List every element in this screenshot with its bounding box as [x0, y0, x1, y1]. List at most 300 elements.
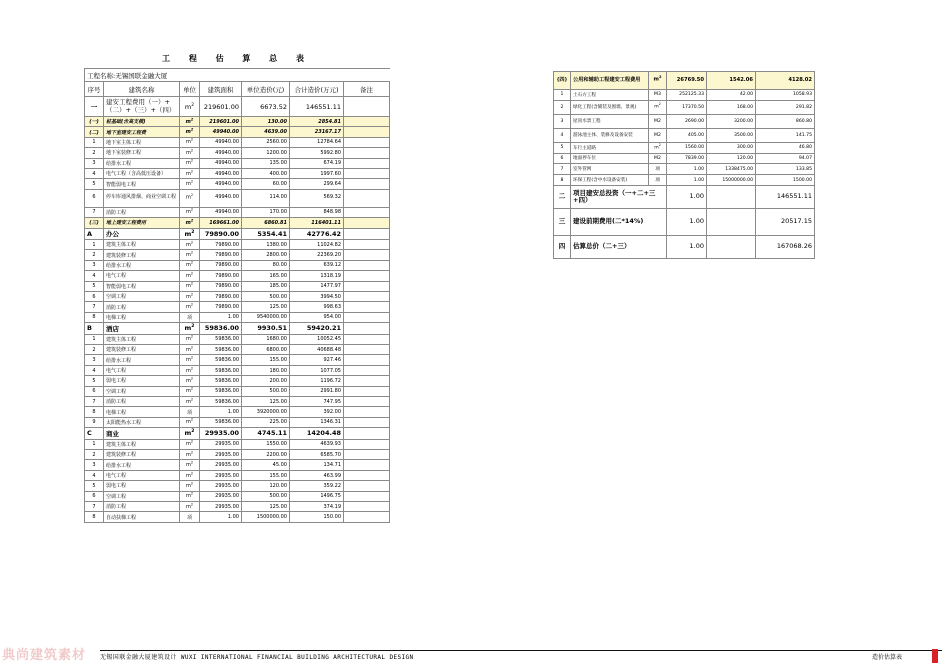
row-price: 225.00: [242, 417, 290, 427]
row-unit: $m^2$: [180, 460, 200, 470]
table-row: [85, 334, 390, 344]
row-unit: $m^2$: [180, 250, 200, 260]
row-area: 252125.33: [667, 90, 707, 101]
row-unit: $m^2$: [180, 428, 200, 440]
row-name: 弱电工程: [104, 481, 180, 491]
row-name: 建筑主体工程: [104, 439, 180, 449]
row-area: 1.00: [667, 235, 707, 258]
row-unit: $m^2$: [180, 189, 200, 207]
row-unit: $m^2$: [180, 97, 200, 117]
row-price: 3500.00: [707, 128, 756, 142]
row-total: 639.12: [290, 260, 344, 270]
table-row: [85, 260, 390, 270]
row-remark: [344, 228, 390, 240]
row-no: 7: [85, 302, 104, 312]
row-price: 500.00: [242, 291, 290, 301]
row-total: 374.19: [290, 502, 344, 512]
row-name: 建筑装修工程: [104, 250, 180, 260]
row-unit: $m^2$: [180, 396, 200, 406]
row-area: 79890.00: [200, 250, 242, 260]
row-name: 建筑装修工程: [104, 345, 180, 355]
row-unit: $m^2$: [180, 334, 200, 344]
row-no: 9: [85, 417, 104, 427]
row-no: 3: [85, 158, 104, 168]
row-remark: [344, 345, 390, 355]
row-remark: [344, 502, 390, 512]
row-remark: [344, 127, 390, 137]
row-name: 建筑主体工程: [104, 334, 180, 344]
row-total: 5992.80: [290, 148, 344, 158]
row-name: 电气工程: [104, 271, 180, 281]
row-name: 建筑装修工程: [104, 450, 180, 460]
row-name: 空调工程: [104, 386, 180, 396]
row-no: 2: [85, 345, 104, 355]
summary-row: [554, 185, 815, 208]
row-total: 291.82: [756, 100, 815, 114]
row-price: 42.00: [707, 90, 756, 101]
row-remark: [344, 460, 390, 470]
row-price: 3920000.00: [242, 407, 290, 417]
table-row: [85, 386, 390, 396]
row-price: [707, 208, 756, 235]
row-total: 569.32: [290, 189, 344, 207]
row-area: 7839.00: [667, 153, 707, 164]
row-area: 1.00: [667, 208, 707, 235]
row-total: 1500.00: [756, 175, 815, 186]
table-row: [85, 250, 390, 260]
row-no: 7: [85, 502, 104, 512]
table-row: [85, 365, 390, 375]
row-name: 消防工程: [104, 502, 180, 512]
row-unit: $m^2$: [180, 439, 200, 449]
row-area: 29935.00: [200, 460, 242, 470]
row-total: 359.22: [290, 481, 344, 491]
group-row: [85, 323, 390, 335]
table-row: [85, 179, 390, 189]
row-remark: [344, 439, 390, 449]
row-no: 6: [554, 153, 571, 164]
row-area: 49940.00: [200, 179, 242, 189]
row-name: 项目建安总投资（一+二+三+四）: [571, 185, 667, 208]
row-remark: [344, 407, 390, 417]
row-name: 地上建安工程费用: [104, 218, 180, 228]
row-total: 6585.70: [290, 450, 344, 460]
row-no: 二: [554, 185, 571, 208]
row-no: 3: [85, 260, 104, 270]
project-name: 工程名称:无锡国联金融大厦: [85, 69, 390, 82]
row-name: 弱电工程: [104, 376, 180, 386]
row-total: 116401.11: [290, 218, 344, 228]
auxiliary-cost-table: [553, 71, 815, 259]
row-price: 2200.00: [242, 450, 290, 460]
row-remark: [344, 250, 390, 260]
row-area: 49940.00: [200, 148, 242, 158]
row-no: 三: [554, 208, 571, 235]
table-row: [85, 345, 390, 355]
row-unit: $m^2$: [180, 158, 200, 168]
row-unit: $m^2$: [180, 168, 200, 178]
row-remark: [344, 218, 390, 228]
row-no: 1: [85, 137, 104, 147]
row-price: 120.00: [242, 481, 290, 491]
table-row: [85, 460, 390, 470]
row-price: 170.00: [242, 207, 290, 217]
row-price: 1338475.00: [707, 164, 756, 175]
row-no: 4: [554, 128, 571, 142]
row-no: 5: [85, 281, 104, 291]
row-remark: [344, 281, 390, 291]
row-name: 商业: [104, 428, 180, 440]
row-total: 40688.48: [290, 345, 344, 355]
row-remark: [344, 312, 390, 322]
row-price: 2560.00: [242, 137, 290, 147]
row-no: 7: [554, 164, 571, 175]
row-unit: $m^2$: [180, 491, 200, 501]
row-name: 给排水工程: [104, 460, 180, 470]
row-name: 停车库通风排烟、商业空调工程: [104, 189, 180, 207]
row-total: 22369.20: [290, 250, 344, 260]
row-price: [707, 235, 756, 258]
row-area: 49940.00: [200, 189, 242, 207]
row-name: 估算总价（二+三）: [571, 235, 667, 258]
table-row: [554, 164, 815, 175]
row-area: 1.00: [200, 407, 242, 417]
row-no: 4: [85, 271, 104, 281]
estimate-summary-table: [84, 48, 390, 523]
row-unit: $m^2$: [180, 117, 200, 127]
row-unit: $m^2$: [180, 365, 200, 375]
table-row: [85, 291, 390, 301]
row-no: 四: [554, 235, 571, 258]
row-name: 地下室主体工程: [104, 137, 180, 147]
row-remark: [344, 168, 390, 178]
row-area: 29935.00: [200, 491, 242, 501]
row-no: 4: [85, 168, 104, 178]
row-price: 500.00: [242, 491, 290, 501]
row-area: 49940.00: [200, 137, 242, 147]
row-remark: [344, 396, 390, 406]
row-name: 空调工程: [104, 291, 180, 301]
row-price: 130.00: [242, 117, 290, 127]
row-price: 125.00: [242, 396, 290, 406]
row-area: 1.00: [200, 312, 242, 322]
row-unit: $m^2$: [180, 137, 200, 147]
row-total: 59420.21: [290, 323, 344, 335]
row-name: 地面停车位: [571, 153, 649, 164]
row-no: 1: [85, 439, 104, 449]
row-area: 1.00: [667, 164, 707, 175]
row-total: 1997.60: [290, 168, 344, 178]
group-row: [85, 428, 390, 440]
row-price: 4745.11: [242, 428, 290, 440]
table-row: [85, 168, 390, 178]
row-name: 太阳能热水工程: [104, 417, 180, 427]
row-price: 400.00: [242, 168, 290, 178]
row-name: 桩基础(含高支模): [104, 117, 180, 127]
row-total: 94.07: [756, 153, 815, 164]
row-no: 2: [554, 100, 571, 114]
row-total: 1346.31: [290, 417, 344, 427]
row-name: 消防工程: [104, 207, 180, 217]
row-total: 747.95: [290, 396, 344, 406]
row-remark: [344, 260, 390, 270]
row-unit: $m^2$: [180, 470, 200, 480]
row-name: 自动扶梯工程: [104, 512, 180, 522]
row-unit: M2: [649, 114, 667, 128]
row-remark: [344, 491, 390, 501]
footer-caption: 无锡国联金融大厦建筑设计 WUXI INTERNATIONAL FINANCIAL BUILDING ARCHITECTURAL DESIGN: [100, 654, 414, 661]
table-row: [85, 137, 390, 147]
row-area: 1.00: [667, 175, 707, 186]
table-row: [554, 90, 815, 101]
col-header-remark: 备注: [344, 82, 390, 97]
table-row: [85, 481, 390, 491]
row-remark: [344, 137, 390, 147]
row-total: 20517.15: [756, 208, 815, 235]
row-area: 405.00: [667, 128, 707, 142]
row-price: 200.00: [242, 376, 290, 386]
row-remark: [344, 355, 390, 365]
summary-row: [554, 235, 815, 258]
row-total: 2854.81: [290, 117, 344, 127]
row-no: 8: [85, 407, 104, 417]
row-area: 1.00: [200, 512, 242, 522]
row-remark: [344, 365, 390, 375]
row-name: 消防工程: [104, 396, 180, 406]
row-unit: $m^2$: [180, 345, 200, 355]
row-price: 168.00: [707, 100, 756, 114]
row-price: 114.00: [242, 189, 290, 207]
row-price: 45.00: [242, 460, 290, 470]
group-row: [85, 228, 390, 240]
row-area: 79890.00: [200, 302, 242, 312]
row-name: 地下室建安工程费: [104, 127, 180, 137]
public-auxiliary-header-row: [554, 72, 815, 90]
row-no: 5: [554, 142, 571, 153]
row-remark: [344, 207, 390, 217]
row-price: [707, 185, 756, 208]
row-name: 电气工程: [104, 365, 180, 375]
document-title: 工 程 估 算 总 表: [162, 53, 312, 63]
col-header-name: 建筑名称: [104, 82, 180, 97]
row-name: 室外管网: [571, 164, 649, 175]
row-total: 3994.50: [290, 291, 344, 301]
row-price: 6860.81: [242, 218, 290, 228]
row-unit: 项: [180, 512, 200, 522]
row-remark: [344, 417, 390, 427]
row-name: 建设前期费用(二*14%): [571, 208, 667, 235]
row-total: 133.85: [756, 164, 815, 175]
row-no: 7: [85, 396, 104, 406]
row-unit: $m^2$: [180, 355, 200, 365]
table-row: [85, 396, 390, 406]
row-remark: [344, 179, 390, 189]
summary-row: [554, 208, 815, 235]
row-unit: $m^2$: [180, 260, 200, 270]
row-area: 2690.00: [667, 114, 707, 128]
row-total: 463.99: [290, 470, 344, 480]
row-total: 10052.45: [290, 334, 344, 344]
row-remark: [344, 189, 390, 207]
row-total: 392.00: [290, 407, 344, 417]
table-row: [85, 207, 390, 217]
row-unit: $m^2$: [180, 240, 200, 250]
row-total: 927.46: [290, 355, 344, 365]
row-name: 电梯工程: [104, 312, 180, 322]
row-no: 5: [85, 481, 104, 491]
row-area: 59836.00: [200, 323, 242, 335]
row-no: 3: [554, 114, 571, 128]
row-no: 2: [85, 148, 104, 158]
row-no: 5: [85, 376, 104, 386]
row-name: 酒店: [104, 323, 180, 335]
row-remark: [344, 117, 390, 127]
table-row: [85, 355, 390, 365]
row-area: 169661.00: [200, 218, 242, 228]
table-row: [85, 189, 390, 207]
row-name: 公用和辅助工程建安工程费用: [571, 72, 649, 90]
row-name: 电梯工程: [104, 407, 180, 417]
row-total: 2991.80: [290, 386, 344, 396]
row-name: 地下室装修工程: [104, 148, 180, 158]
watermark-text: 典尚建筑素材: [2, 648, 87, 663]
row-price: 9540000.00: [242, 312, 290, 322]
row-remark: [344, 302, 390, 312]
row-remark: [344, 271, 390, 281]
row-price: 1542.06: [707, 72, 756, 90]
row-area: 49940.00: [200, 168, 242, 178]
row-total: 150.00: [290, 512, 344, 522]
row-price: 135.00: [242, 158, 290, 168]
row-no: (一): [85, 117, 104, 127]
row-price: 6673.52: [242, 97, 290, 117]
row-total: 1477.97: [290, 281, 344, 291]
row-unit: $m^2$: [180, 481, 200, 491]
row-no: 7: [85, 207, 104, 217]
row-price: 125.00: [242, 502, 290, 512]
row-price: 6800.00: [242, 345, 290, 355]
row-price: 1380.00: [242, 240, 290, 250]
col-header-area: 建筑面积: [200, 82, 242, 97]
row-unit: $m^2$: [180, 281, 200, 291]
row-total: 1077.05: [290, 365, 344, 375]
table-row: [85, 502, 390, 512]
row-total: 46.80: [756, 142, 815, 153]
row-no: (三): [85, 218, 104, 228]
row-no: 3: [85, 355, 104, 365]
row-unit: $m^2$: [180, 376, 200, 386]
row-no: 1: [85, 240, 104, 250]
row-unit: $m^2$: [180, 323, 200, 335]
table-row: [85, 312, 390, 322]
page-marker: [932, 649, 938, 663]
row-unit: M3: [649, 90, 667, 101]
row-no: 2: [85, 450, 104, 460]
row-total: 998.63: [290, 302, 344, 312]
row-area: 59836.00: [200, 345, 242, 355]
row-total: 4639.93: [290, 439, 344, 449]
row-no: 2: [85, 250, 104, 260]
row-name: 电气工程（含高低压设备）: [104, 168, 180, 178]
col-header-total: 合计造价(万元): [290, 82, 344, 97]
row-total: 146551.11: [290, 97, 344, 117]
col-header-unit-price: 单位造价(元): [242, 82, 290, 97]
row-price: 15000000.00: [707, 175, 756, 186]
row-name: 车行主道路: [571, 142, 649, 153]
row-total: 42776.42: [290, 228, 344, 240]
row-name: 环保工程(含中水设备安装): [571, 175, 649, 186]
row-no: 8: [85, 512, 104, 522]
row-unit: M2: [649, 128, 667, 142]
row-area: 79890.00: [200, 271, 242, 281]
row-area: 49940.00: [200, 127, 242, 137]
row-no: 一: [85, 97, 104, 117]
table-row: [554, 128, 815, 142]
row-price: 500.00: [242, 386, 290, 396]
row-total: 11024.82: [290, 240, 344, 250]
row-area: 29935.00: [200, 481, 242, 491]
row-area: 79890.00: [200, 291, 242, 301]
row-area: 26769.50: [667, 72, 707, 90]
row-no: A: [85, 228, 104, 240]
row-name: 给排水工程: [104, 158, 180, 168]
row-remark: [344, 158, 390, 168]
table-row: [85, 417, 390, 427]
page-footer: [0, 646, 950, 671]
row-remark: [344, 470, 390, 480]
row-unit: $m^2$: [180, 302, 200, 312]
row-area: 59836.00: [200, 376, 242, 386]
row-unit: 项: [649, 164, 667, 175]
table-row: [85, 148, 390, 158]
row-total: 141.75: [756, 128, 815, 142]
row-area: 219601.00: [200, 97, 242, 117]
table-row: [85, 158, 390, 168]
row-remark: [344, 148, 390, 158]
row-total: 1058.93: [756, 90, 815, 101]
row-unit: $m^2$: [649, 72, 667, 90]
table-row: [85, 302, 390, 312]
footer-rule: [100, 650, 942, 651]
row-area: 59836.00: [200, 334, 242, 344]
row-unit: $m^2$: [180, 271, 200, 281]
row-area: 79890.00: [200, 240, 242, 250]
row-remark: [344, 376, 390, 386]
row-name: 电气工程: [104, 470, 180, 480]
row-area: 49940.00: [200, 158, 242, 168]
table-row: [85, 271, 390, 281]
row-total: 1196.72: [290, 376, 344, 386]
row-unit: $m^2$: [180, 218, 200, 228]
table-row: [85, 376, 390, 386]
row-price: 9930.51: [242, 323, 290, 335]
table-row: [85, 407, 390, 417]
table-row: [554, 100, 815, 114]
row-no: 8: [554, 175, 571, 186]
table-row: [85, 491, 390, 501]
row-no: 5: [85, 179, 104, 189]
row-name: 办公: [104, 228, 180, 240]
row-unit: 项: [649, 175, 667, 186]
row-remark: [344, 323, 390, 335]
row-unit: $m^2$: [649, 100, 667, 114]
row-area: 79890.00: [200, 228, 242, 240]
row-area: 59836.00: [200, 396, 242, 406]
row-total: 1496.75: [290, 491, 344, 501]
row-name: 消防工程: [104, 302, 180, 312]
row-area: 59836.00: [200, 386, 242, 396]
row-price: 155.00: [242, 355, 290, 365]
